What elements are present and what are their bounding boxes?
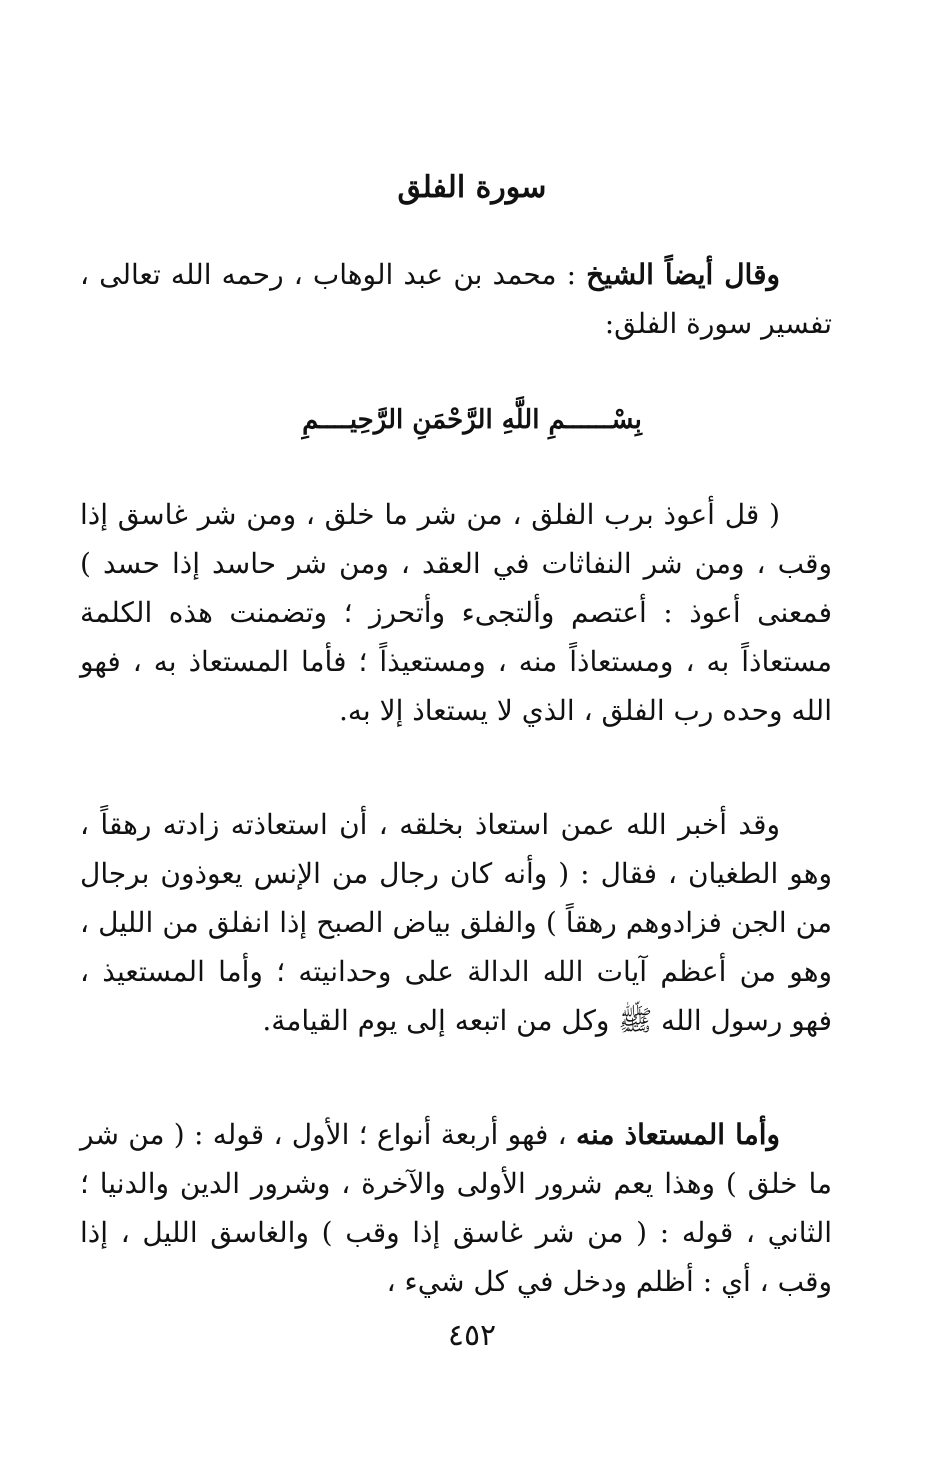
intro-paragraph (80, 250, 832, 348)
intro-text: : محمد بن عبد الوهاب ، رحمه الله تعالى ، تفسير سورة الفلق: (80, 258, 832, 340)
paragraph-1-text: ( قل أعوذ برب الفلق ، من شر ما خلق ، ومن شر غاسق إذا وقب ، ومن شر النفاثات في العقد ، ومن شر حاسد إذا حسد ) فمعنى أعوذ : أعتصم وألتجىء وأتحرز ؛ وتضمنت هذه الكلمة مستعاذاً به ، ومستعاذاً منه ، ومستعيذاً ؛ فأما المستعاذ به ، فهو الله وحده رب الفلق ، الذي لا يستعاذ إلا به. (80, 498, 832, 727)
basmala: بِسْــــــمِ اللَّهِ الرَّحْمَنِ الرَّحِيــــمِ (302, 405, 642, 435)
page-title: سورة الفلق (397, 170, 547, 205)
paragraph-1 (80, 490, 832, 735)
paragraph-2-text: وقد أخبر الله عمن استعاذ بخلقه ، أن استعاذته زادته رهقاً ، وهو الطغيان ، فقال : ( وأنه كان رجال من الإنس يعوذون برجال من الجن فزادوهم رهقاً ) والفلق بياض الصبح إذا انفلق من الليل ، وهو من أعظم آيات الله الدالة على وحدانيته ؛ وأما المستعيذ ، فهو رسول الله ﷺ وكل من اتبعه إلى يوم القيامة. (80, 808, 832, 1037)
paragraph-2 (80, 800, 832, 1045)
intro-lead-bold: وقال أيضاً الشيخ (586, 258, 780, 291)
paragraph-3-text: ، فهو أربعة أنواع ؛ الأول ، قوله : ( من شر ما خلق ) وهذا يعم شرور الأولى والآخرة ، وشرور الدين والدنيا ؛ الثاني ، قوله : ( من شر غاسق إذا وقب ) والغاسق الليل ، إذا وقب ، أي : أظلم ودخل في كل شيء ، (80, 1118, 832, 1298)
paragraph-3-lead-bold: وأما المستعاذ منه (576, 1118, 781, 1151)
paragraph-3 (80, 1110, 832, 1306)
page-number: ٤٥٢ (447, 1318, 497, 1353)
